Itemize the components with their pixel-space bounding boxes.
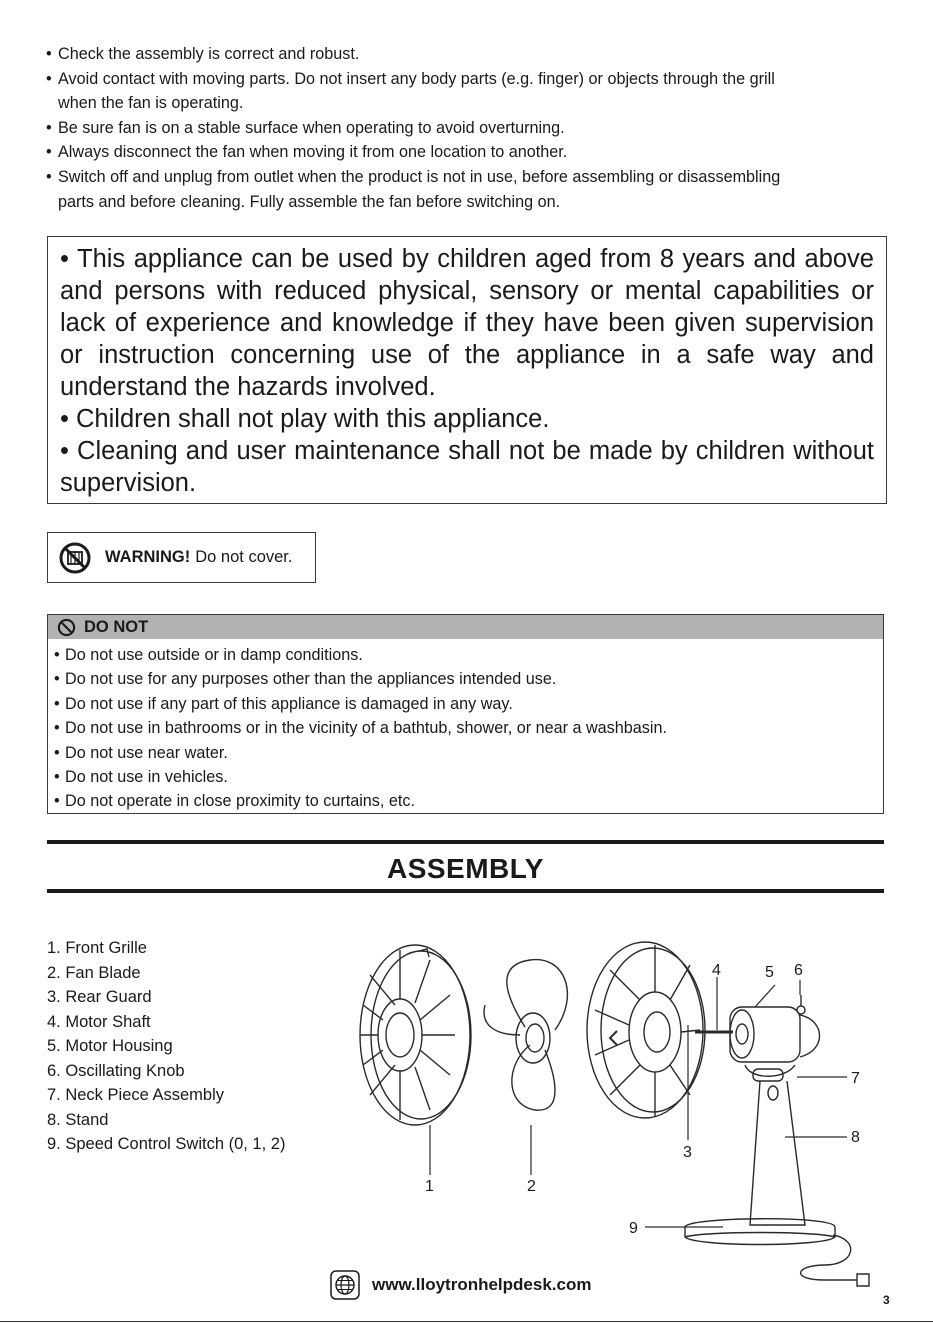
list-item: • Do not use near water. bbox=[54, 741, 883, 765]
section-rule-top bbox=[47, 840, 884, 844]
do-not-header bbox=[48, 615, 883, 639]
safety-note: • Avoid contact with moving parts. Do not insert any body parts (e.g. finger) or objects through the grill when the fan is operating. bbox=[46, 67, 886, 116]
do-not-list bbox=[48, 639, 883, 814]
rear-guard-drawing bbox=[587, 942, 705, 1118]
list-item: • Do not use outside or in damp conditions. bbox=[54, 643, 883, 667]
children-notice-paragraph: • Cleaning and user maintenance shall not be made by children without supervision. bbox=[60, 437, 874, 497]
safety-note: • Check the assembly is correct and robust. bbox=[46, 42, 886, 67]
safety-note: • Always disconnect the fan when moving it from one location to another. bbox=[46, 140, 886, 165]
list-item: • Do not use in vehicles. bbox=[54, 765, 883, 789]
list-item: • Do not use in bathrooms or in the vicinity of a bathtub, shower, or near a washbasin. bbox=[54, 716, 883, 740]
list-item: 7. Neck Piece Assembly bbox=[47, 1086, 224, 1104]
prohibited-icon bbox=[57, 618, 76, 637]
list-item: 6. Oscillating Knob bbox=[47, 1061, 185, 1080]
stand-drawing bbox=[685, 1065, 869, 1286]
callout-2: 2 bbox=[527, 1178, 536, 1195]
list-item: 2. Fan Blade bbox=[47, 963, 141, 982]
list-item: 3. Rear Guard bbox=[47, 988, 152, 1006]
page-number: 3 bbox=[883, 1293, 890, 1307]
warning-label: WARNING! bbox=[105, 548, 191, 566]
list-item: • Do not operate in close proximity to curtains, etc. bbox=[54, 789, 883, 813]
callout-8: 8 bbox=[851, 1129, 860, 1146]
children-notice-paragraph: • This appliance can be used by children aged from 8 years and above and persons with reduced physical, sensory or mental capabilities or lack of experience and knowledge if they have been given supervision or instruction concerning use of the appliance in a safe way and understand the hazards involved. bbox=[60, 245, 874, 401]
do-not-cover-icon bbox=[59, 542, 91, 574]
callout-4: 4 bbox=[712, 962, 721, 979]
warning-box bbox=[47, 532, 316, 583]
safety-notes-list bbox=[46, 42, 886, 214]
warning-text: Do not cover. bbox=[195, 548, 293, 566]
callout-6: 6 bbox=[794, 962, 803, 979]
section-title: ASSEMBLY bbox=[386, 853, 544, 884]
fan-blade-drawing bbox=[484, 960, 567, 1111]
list-item: 4. Motor Shaft bbox=[47, 1012, 151, 1031]
callout-7: 7 bbox=[851, 1070, 860, 1087]
leader-line-5 bbox=[755, 985, 775, 1007]
safety-note: • Be sure fan is on a stable surface when operating to avoid overturning. bbox=[46, 116, 886, 141]
list-item: 9. Speed Control Switch (0, 1, 2) bbox=[47, 1135, 286, 1153]
callout-1: 1 bbox=[425, 1178, 434, 1195]
list-item: 8. Stand bbox=[47, 1110, 109, 1129]
list-item: • Do not use for any purposes other than the appliances intended use. bbox=[54, 667, 883, 691]
do-not-box bbox=[47, 614, 884, 814]
list-item: 1. Front Grille bbox=[47, 939, 147, 957]
section-rule-bottom bbox=[47, 889, 884, 893]
globe-icon bbox=[330, 1270, 360, 1300]
helpdesk-url: www.lloytronhelpdesk.com bbox=[372, 1275, 592, 1294]
motor-housing-drawing bbox=[730, 995, 820, 1062]
fan-exploded-diagram bbox=[355, 935, 900, 1295]
children-notice-box bbox=[47, 236, 887, 504]
front-grille-drawing bbox=[360, 945, 471, 1125]
callout-5: 5 bbox=[765, 964, 774, 981]
parts-list bbox=[47, 936, 285, 1157]
callout-3: 3 bbox=[683, 1144, 692, 1161]
do-not-title: DO NOT bbox=[84, 617, 149, 636]
page-bottom-rule bbox=[0, 1321, 933, 1322]
list-item: 5. Motor Housing bbox=[47, 1037, 173, 1055]
callout-9: 9 bbox=[629, 1220, 638, 1237]
list-item: • Do not use if any part of this appliance is damaged in any way. bbox=[54, 692, 883, 716]
footer bbox=[330, 1269, 591, 1301]
children-notice-paragraph: • Children shall not play with this appliance. bbox=[60, 405, 550, 433]
safety-note: • Switch off and unplug from outlet when the product is not in use, before assembling or disassembling parts and before cleaning. Fully assemble the fan before switching on. bbox=[46, 165, 886, 214]
